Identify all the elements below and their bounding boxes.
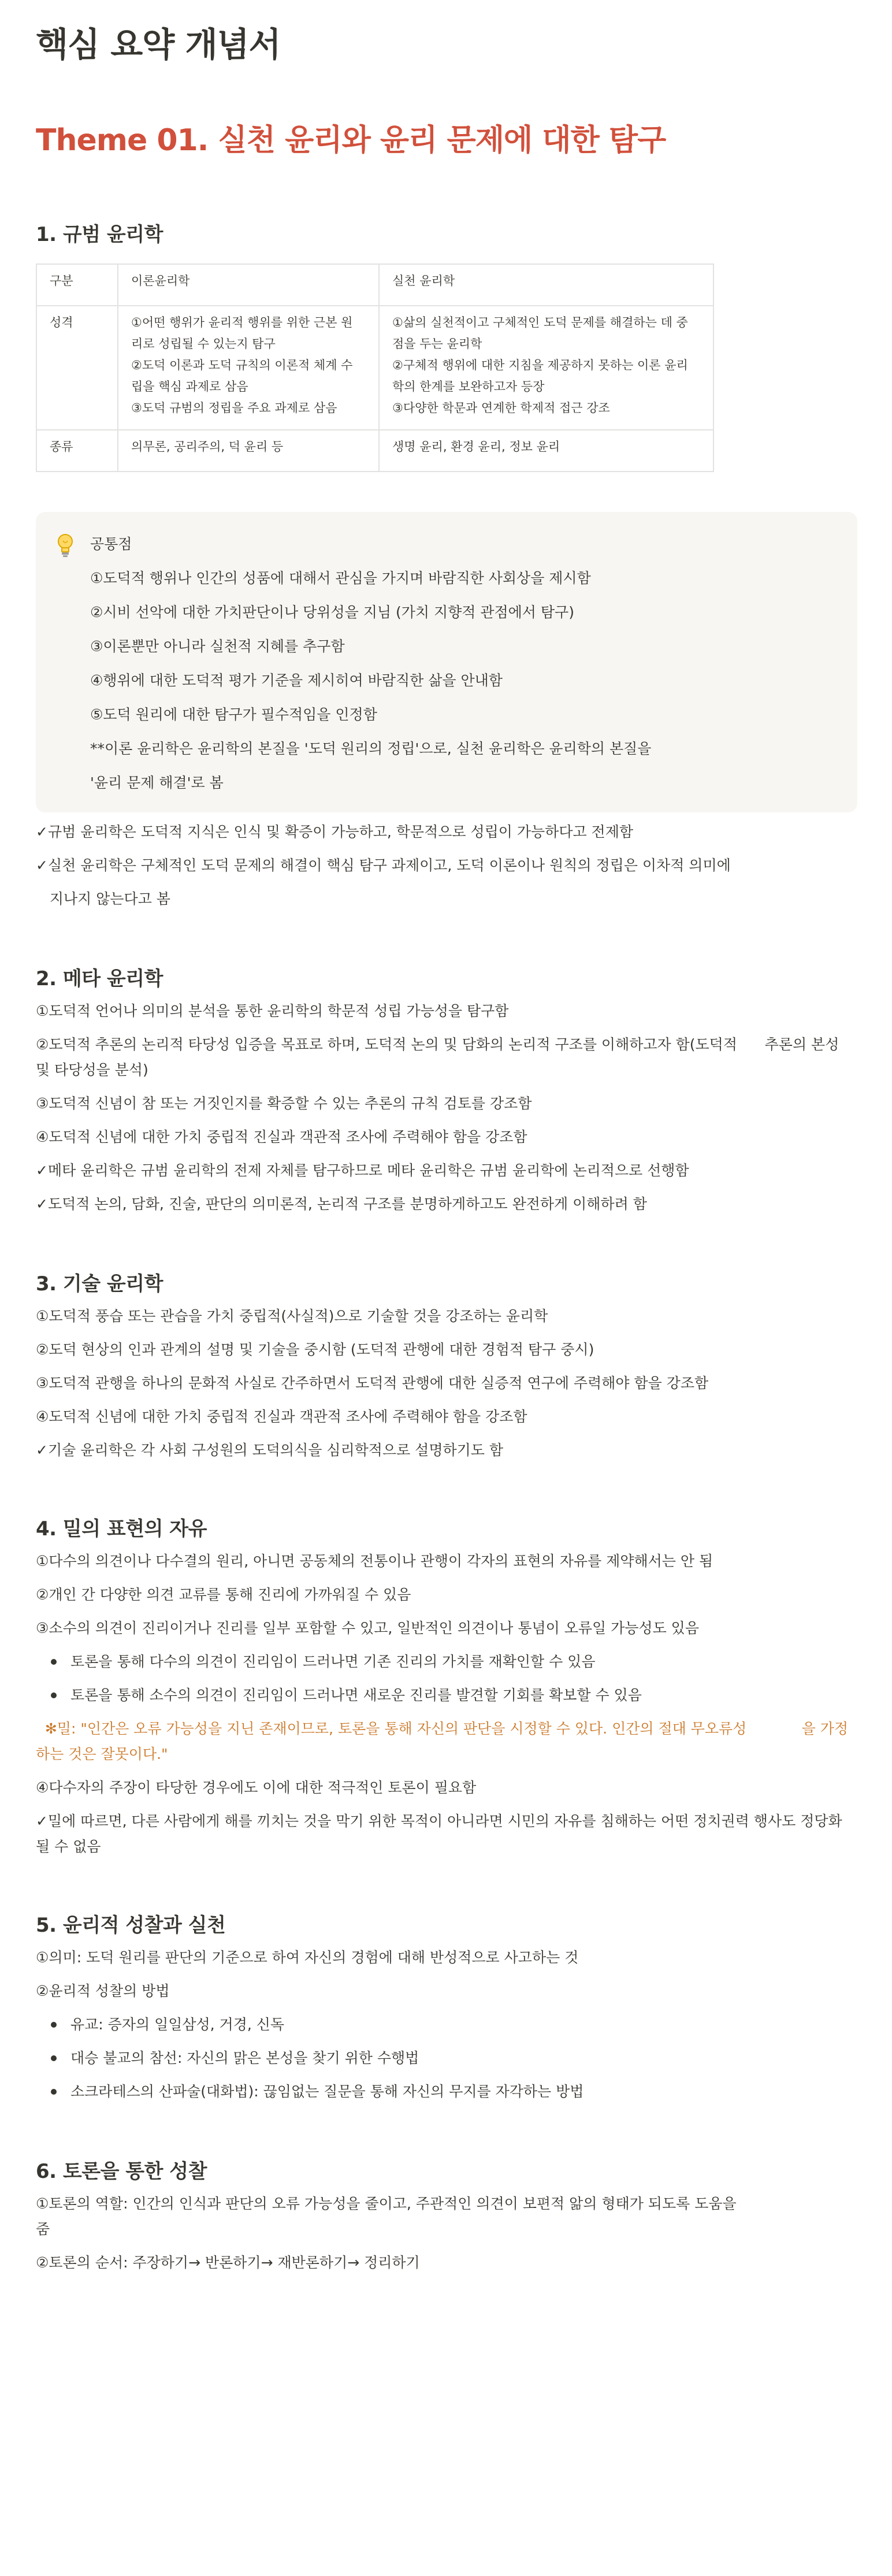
callout-line: ④행위에 대한 도덕적 평가 기준을 제시히여 바람직한 삶을 안내함: [90, 672, 503, 689]
callout-line: **이론 윤리학은 윤리학의 본질을 '도덕 원리의 정립'으로, 실천 윤리학은 윤리학의 본질을: [90, 740, 652, 757]
table-header-cell: 구분: [36, 264, 118, 306]
text-line: ①도덕적 언어나 의미의 분석을 통한 윤리학의 학문적 성립 가능성을 탐구함: [36, 1003, 509, 1019]
table-row-label: 성격: [36, 306, 118, 430]
cell-line: 리로 성립될 수 있는지 탐구: [131, 337, 276, 351]
theme-title: Theme 01. 실천 윤리와 윤리 문제에 대한 탐구: [36, 123, 666, 158]
bullet-dot-icon: [51, 1692, 57, 1698]
bullet-dot-icon: [51, 1659, 57, 1665]
text-line: 및 타당성을 분석): [36, 1061, 148, 1078]
comparison-table: [36, 263, 714, 472]
bullet-text: 대승 불교의 참선: 자신의 맑은 본성을 찾기 위한 수행법: [70, 2050, 419, 2066]
cell-line: 학의 한계를 보완하고자 등장: [392, 380, 545, 394]
text-line: ✓기술 윤리학은 각 사회 구성원의 도덕의식을 심리학적으로 설명하기도 함: [36, 1442, 504, 1458]
document-title: 핵심 요약 개념서: [36, 25, 281, 64]
callout-title: 공통점: [90, 536, 132, 552]
section-heading-5: 5. 윤리적 성찰과 실천: [36, 1914, 226, 1937]
bullet-item: [51, 2079, 874, 2104]
section-heading-6: 6. 토론을 통한 성찰: [36, 2160, 207, 2183]
table-row-label: 종류: [36, 430, 118, 472]
cell-line: ②도덕 이론과 도덕 규칙의 이론적 체계 수: [131, 358, 353, 372]
bullet-item: [51, 2046, 874, 2071]
bullet-item: [51, 2012, 874, 2037]
cell-line: 립을 핵심 과제로 삼음: [131, 380, 248, 394]
section-heading-4: 4. 밀의 표현의 자유: [36, 1517, 207, 1541]
table-cell-theory: [118, 430, 379, 472]
section-heading-1: 1. 규범 윤리학: [36, 223, 163, 246]
cell-line: 점을 두는 윤리학: [392, 337, 482, 351]
section-heading-3: 3. 기술 윤리학: [36, 1272, 163, 1296]
text-line: ④다수자의 주장이 타당한 경우에도 이에 대한 적극적인 토론이 필요함: [36, 1779, 477, 1796]
text-line: ②토론의 순서: 주장하기→ 반론하기→ 재반론하기→ 정리하기: [36, 2254, 420, 2271]
cell-line: ①어떤 행위가 윤리적 행위를 위한 근본 원: [131, 315, 353, 329]
text-line: ③도덕적 신념이 참 또는 거짓인지를 확증할 수 있는 추론의 규칙 검토를 강조함: [36, 1095, 532, 1112]
bullet-text: 토론을 통해 소수의 의견이 진리임이 드러나면 새로운 진리를 발견할 기회를 확보할 수 있음: [70, 1687, 642, 1703]
table-header-cell: 이론윤리학: [118, 264, 379, 306]
text-line: ①의미: 도덕 원리를 판단의 기준으로 하여 자신의 경험에 대해 반성적으로 사고하는 것: [36, 1949, 579, 1966]
text-line: ③소수의 의견이 진리이거나 진리를 일부 포함할 수 있고, 일반적인 의견이나 통념이 오류일 가능성도 있음: [36, 1620, 699, 1636]
text-line: ①다수의 의견이나 다수결의 원리, 아니면 공동체의 전통이나 관행이 각자의 표현의 자유를 제약해서는 안 됨: [36, 1553, 713, 1569]
note-line: 지나지 않는다고 봄: [36, 890, 170, 907]
callout-line: '윤리 문제 해결'로 봄: [90, 774, 224, 791]
bullet-text: 토론을 통해 다수의 의견이 진리임이 드러나면 기존 진리의 가치를 재확인할 수 있음: [70, 1653, 596, 1670]
table-cell-theory: [118, 306, 379, 430]
bullet-item: [51, 1683, 874, 1708]
table-cell-practical: [379, 430, 713, 472]
bullet-text: 소크라테스의 산파술(대화법): 끊임없는 질문을 통해 자신의 무지를 자각하는 방법: [70, 2083, 584, 2100]
cell-line: ③도덕 규범의 정립을 주요 과제로 삼음: [131, 401, 337, 415]
bullet-text: 유교: 증자의 일일삼성, 거경, 신독: [70, 2016, 285, 2033]
quote-line: 하는 것은 잘못이다.": [36, 1746, 168, 1762]
text-line: ④도덕적 신념에 대한 가치 중립적 진실과 객관적 조사에 주력해야 함을 강조함: [36, 1129, 527, 1145]
callout-line: ①도덕적 행위나 인간의 성품에 대해서 관심을 가지며 바람직한 사회상을 제시함: [90, 570, 591, 587]
table-row: [36, 430, 713, 472]
note-line: ✓규범 윤리학은 도덕적 지식은 인식 및 확증이 가능하고, 학문적으로 성립이 가능하다고 전제함: [36, 823, 634, 840]
text-line: ③도덕적 관행을 하나의 문화적 사실로 간주하면서 도덕적 관행에 대한 실증적 연구에 주력해야 함을 강조함: [36, 1375, 709, 1391]
text-line: ④도덕적 신념에 대한 가치 중립적 진실과 객관적 조사에 주력해야 함을 강조함: [36, 1408, 527, 1425]
table-row: [36, 306, 713, 430]
cell-line: 생명 윤리, 환경 윤리, 정보 윤리: [392, 440, 560, 454]
lightbulb-icon: [55, 533, 75, 558]
callout-line: ②시비 선악에 대한 가치판단이나 당위성을 지님 (가치 지향적 관점에서 탐구): [90, 604, 574, 621]
cell-line: 의무론, 공리주의, 덕 윤리 등: [131, 440, 284, 454]
text-line: ②도덕 현상의 인과 관계의 설명 및 기술을 중시함 (도덕적 관행에 대한 경험적 탐구 중시): [36, 1341, 594, 1358]
callout-line: ⑤도덕 원리에 대한 탐구가 필수적임을 인정함: [90, 706, 377, 723]
text-line: 줌: [36, 2221, 50, 2237]
bullet-dot-icon: [51, 2089, 57, 2095]
table-header-cell: 실천 윤리학: [379, 264, 713, 306]
table-cell-practical: [379, 306, 713, 430]
bullet-item: [51, 1649, 874, 1675]
text-line: ①토론의 역할: 인간의 인식과 판단의 오류 가능성을 줄이고, 주관적인 의견이 보편적 앎의 형태가 되도록 도움을: [36, 2195, 737, 2212]
cell-line: ③다양한 학문과 연계한 학제적 접근 강조: [392, 401, 610, 415]
text-line: ✓도덕적 논의, 담화, 진술, 판단의 의미론적, 논리적 구조를 분명하게하고도 완전하게 이해하려 함: [36, 1196, 647, 1212]
quote-line: ✻밀: "인간은 오류 가능성을 지닌 존재이므로, 토론을 통해 자신의 판단을 시정할 수 있다. 인간의 절대 무오류성 을 가정: [36, 1720, 849, 1737]
bullet-dot-icon: [51, 2055, 57, 2061]
bullet-dot-icon: [51, 2022, 57, 2028]
text-line: ①도덕적 풍습 또는 관습을 가치 중립적(사실적)으로 기술할 것을 강조하는 윤리학: [36, 1308, 548, 1324]
text-line: ②개인 간 다양한 의견 교류를 통해 진리에 가까워질 수 있음: [36, 1586, 411, 1603]
callout-text: [90, 527, 835, 800]
cell-line: ②구체적 행위에 대한 지침을 제공하지 못하는 이론 윤리: [392, 358, 688, 372]
text-line: ②도덕적 추론의 논리적 타당성 입증을 목표로 하며, 도덕적 논의 및 담화의 논리적 구조를 이해하고자 함(도덕적 추론의 본성: [36, 1036, 839, 1053]
callout-box: [36, 512, 857, 812]
section-heading-2: 2. 메타 윤리학: [36, 967, 163, 990]
text-line: ✓메타 윤리학은 규범 윤리학의 전제 자체를 탐구하므로 메타 윤리학은 규범 윤리학에 논리적으로 선행함: [36, 1162, 689, 1179]
text-line: ✓밀에 따르면, 다른 사람에게 해를 끼치는 것을 막기 위한 목적이 아니라면 시민의 자유를 침해하는 어떤 정치권력 행사도 정당화: [36, 1813, 842, 1829]
callout-line: ③이론뿐만 아니라 실천적 지혜를 추구함: [90, 638, 345, 655]
text-line: 될 수 없음: [36, 1838, 101, 1855]
note-line: ✓실천 윤리학은 구체적인 도덕 문제의 해결이 핵심 탐구 과제이고, 도덕 이론이나 원칙의 정립은 이차적 의미에: [36, 857, 731, 874]
table-header-row: [36, 264, 713, 306]
text-line: ②윤리적 성찰의 방법: [36, 1983, 170, 1999]
cell-line: ①삶의 실천적이고 구체적인 도덕 문제를 해결하는 데 중: [392, 315, 688, 329]
